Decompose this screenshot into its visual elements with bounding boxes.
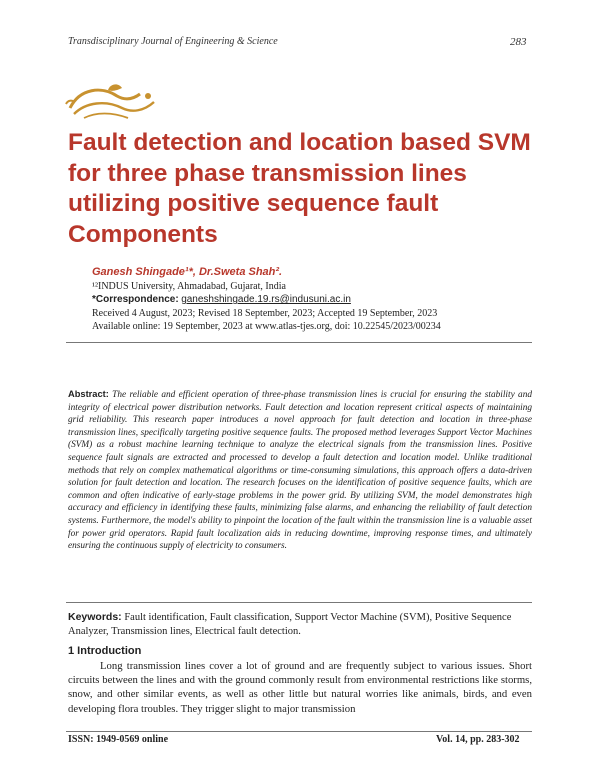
journal-logo-swirl-icon — [62, 78, 162, 128]
received-dates: Received 4 August, 2023; Revised 18 September, 2023; Accepted 19 September, 2023 — [92, 308, 438, 319]
availability-doi: Available online: 19 September, 2023 at www.atlas-tjes.org, doi: 10.22545/2023/00234 — [92, 321, 441, 332]
footer-volume: Vol. 14, pp. 283-302 — [436, 734, 520, 745]
abstract-label: Abstract: — [68, 389, 109, 399]
affiliation: ¹²INDUS University, Ahmadabad, Gujarat, India — [92, 281, 286, 292]
journal-name: Transdisciplinary Journal of Engineering & Science — [68, 36, 278, 47]
divider-footer — [66, 731, 532, 732]
authors: Ganesh Shingade¹*, Dr.Sweta Shah². — [92, 266, 283, 278]
correspondence-email-link[interactable]: ganeshshingade.19.rs@indusuni.ac.in — [181, 294, 351, 305]
page-number: 283 — [510, 36, 527, 48]
section-heading: 1 Introduction — [68, 645, 142, 657]
keywords-text: Fault identification, Fault classification, Support Vector Machine (SVM), Positive Sequence Analyzer, Transmission lines, Electrical fault detection. — [68, 612, 512, 637]
keywords-label: Keywords: — [68, 611, 122, 623]
footer-issn: ISSN: 1949-0569 online — [68, 734, 169, 745]
keywords — [68, 610, 532, 639]
correspondence — [92, 294, 351, 305]
abstract-text: The reliable and efficient operation of three-phase transmission lines is crucial for ensuring the stability and integrity of electrical power distribution networks. Fault detection and location represent critical aspects of maintaining grid reliability. This research paper introduces a novel approach for fault detection and location in three-phase transmission lines, specifically targeting positive sequence faults. The proposed method leverages Support Vector Machines (SVM) as a robust machine learning technique to analyze the electrical signals from the transmission lines. Positive sequence fault signals are extracted and processed to develop a fault detection and location model. Unlike traditional methods that rely on complex mathematical algorithms or time-consuming simulations, this approach offers a data-driven solution for fault detection and location. The research focuses on the identification of positive sequence faults, which are common and often indicative of early-stage problems in the power grid. By utilizing SVM, the model demonstrates high accuracy and efficiency in identifying these faults, minimizing false alarms, and enhancing the reliability of fault detection systems. Furthermore, the model's ability to pinpoint the location of the fault within the transmission line is a valuable asset for power grid operators. Rapid fault localization aids in reducing downtime, improving response times, and ultimately ensuring the continuous supply of electricity to consumers. — [68, 390, 532, 552]
section-body-text: Long transmission lines cover a lot of ground and are frequently subject to various issues. Short circuits between the lines and with the ground commonly result from environmental restrictions like storms, snow, and other similar events, as well as other little but natural worries like animals, birds, and even developing flora troubles. They trigger slight to major transmission — [68, 660, 532, 715]
abstract — [68, 388, 532, 553]
divider-top — [66, 342, 532, 343]
correspondence-label: *Correspondence: — [92, 294, 179, 305]
article-title: Fault detection and location based SVM for three phase transmission lines utilizing positive sequence fault Components — [68, 129, 531, 248]
divider-abstract — [66, 602, 532, 603]
